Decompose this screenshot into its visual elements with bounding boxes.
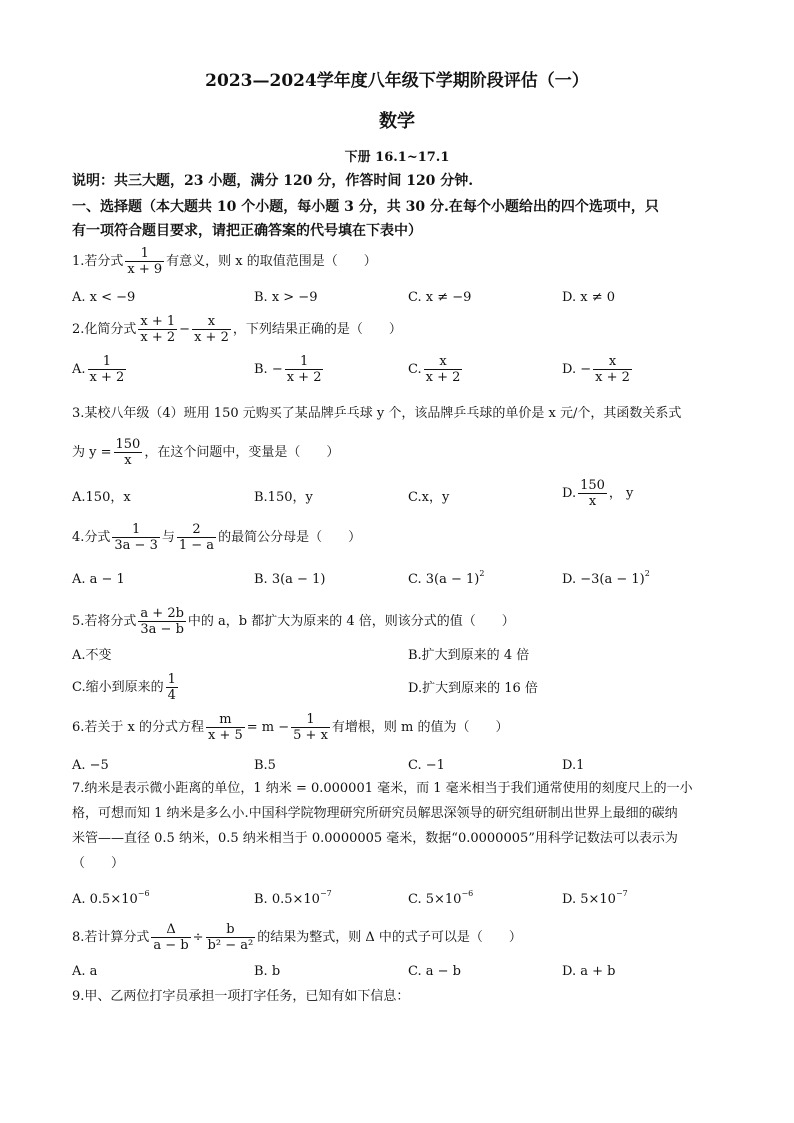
q3-option-b: B.150，y — [254, 490, 313, 505]
q2-option-d: D. − $\frac{x}{x + 2}$ — [562, 354, 630, 385]
question-6-stem: 6.若关于 x 的分式方程 $\frac{m}{x + 5}$ = m − $\frac{1}{5 + x}$ 有增根，则 m 的值为（ ） — [72, 712, 509, 743]
q7-option-a: A. $0.5\times 10^{-6}$ — [72, 889, 150, 907]
q6-option-a: A. −5 — [72, 758, 109, 773]
q6-option-d: D.1 — [562, 758, 585, 773]
chapter-range: 下册 16.1~17.1 — [344, 150, 450, 165]
q4-option-c: C. $3(a - 1)^2$ — [408, 569, 485, 587]
q8-option-a: A. a — [72, 964, 98, 979]
question-5-stem: 5.若将分式 $\frac{a + 2b}{3a - b}$ 中的 a，b 都扩大为原来的 4 倍，则该分式的值（ ） — [72, 606, 515, 637]
exam-notice: 说明：共三大题，23 小题，满分 120 分，作答时间 120 分钟. — [72, 173, 474, 189]
q8-option-c: C. a − b — [408, 964, 461, 979]
q8-option-d: D. a + b — [562, 964, 616, 979]
q4-option-a: A. a − 1 — [72, 572, 125, 587]
fraction: $\frac{1}{x + 9}$ — [127, 246, 163, 277]
q8-option-b: B. b — [254, 964, 281, 979]
q3-option-a: A.150，x — [72, 490, 131, 505]
question-9-stem: 9.甲、乙两位打字员承担一项打字任务，已知有如下信息： — [72, 989, 410, 1004]
question-4-stem: 4.分式 $\frac{1}{3a - 3}$ 与 $\frac{2}{1 - a}$ 的最简公分母是（ ） — [72, 522, 362, 553]
question-7-line3: 米管——直径 0.5 纳米，0.5 纳米相当于 0.0000005 毫米，数据“0.0000005”用科学记数法可以表示为 — [72, 831, 678, 846]
exam-title: 2023—2024学年度八年级下学期阶段评估（一） — [205, 71, 589, 91]
q3-option-c: C.x，y — [408, 490, 450, 505]
question-7-line1: 7.纳米是表示微小距离的单位，1 纳米 = 0.000001 毫米，而 1 毫米相当于我们通常使用的刻度尺上的一小 — [72, 781, 693, 796]
q1-option-c: C. x ≠ −9 — [408, 290, 472, 305]
q5-option-a: A.不变 — [72, 648, 112, 663]
q1-option-d: D. x ≠ 0 — [562, 290, 615, 305]
q2-option-a: A. $\frac{1}{x + 2}$ — [72, 354, 125, 385]
section-instruction-line1: 一、选择题（本大题共 10 个小题，每小题 3 分，共 30 分.在每个小题给出的四个选项中，只 — [72, 199, 659, 215]
q1-option-b: B. x > −9 — [254, 290, 318, 305]
question-8-stem: 8.若计算分式 $\frac{\Delta}{a - b}$ ÷ $\frac{b}{\text{b² − a²}}$ 的结果为整式，则 Δ 中的式子可以是（ ） — [72, 922, 522, 953]
question-7-line4: （ ） — [72, 856, 125, 871]
q2-option-c: C. $\frac{x}{x + 2}$ — [408, 354, 461, 385]
q7-option-d: D. $5\times 10^{-7}$ — [562, 889, 628, 907]
q1-option-a: A. x < −9 — [72, 290, 136, 305]
question-2-stem: 2.化简分式 $\frac{x + 1}{x + 2}$ − $\frac{x}{x + 2}$ ，下列结果正确的是（ ） — [72, 314, 402, 345]
question-3-line2: 为 y = $\frac{150}{x}$ ，在这个问题中，变量是（ ） — [72, 437, 340, 468]
q2-option-b: B. − $\frac{1}{x + 2}$ — [254, 354, 322, 385]
question-1-stem: 1.若分式 $\frac{1}{x + 9}$ 有意义，则 x 的取值范围是（ ） — [72, 246, 377, 277]
q3-option-d: D. $\frac{150}{x}$ ， y — [562, 478, 634, 509]
q7-option-c: C. $5\times 10^{-6}$ — [408, 889, 474, 907]
subject-title: 数学 — [379, 111, 415, 132]
q5-option-c: C.缩小到原来的 $\frac{1}{4}$ — [72, 672, 176, 703]
q6-option-b: B.5 — [254, 758, 276, 773]
q5-option-d: D.扩大到原来的 16 倍 — [408, 681, 538, 696]
section-instruction-line2: 有一项符合题目要求，请把正确答案的代号填在下表中） — [72, 223, 422, 239]
q7-option-b: B. $0.5\times 10^{-7}$ — [254, 889, 332, 907]
q5-option-b: B.扩大到原来的 4 倍 — [408, 648, 530, 663]
question-7-line2: 格，可想而知 1 纳米是多么小.中国科学院物理研究所研究员解思深领导的研究组研制出世界上最细的碳纳 — [72, 806, 678, 821]
q4-option-b: B. 3(a − 1) — [254, 572, 326, 587]
question-3-line1: 3.某校八年级（4）班用 150 元购买了某品牌乒乓球 y 个，该品牌乒乓球的单价是 x 元/个，其函数关系式 — [72, 406, 682, 421]
q6-option-c: C. −1 — [408, 758, 445, 773]
q4-option-d: D. $-3(a - 1)^2$ — [562, 569, 650, 587]
